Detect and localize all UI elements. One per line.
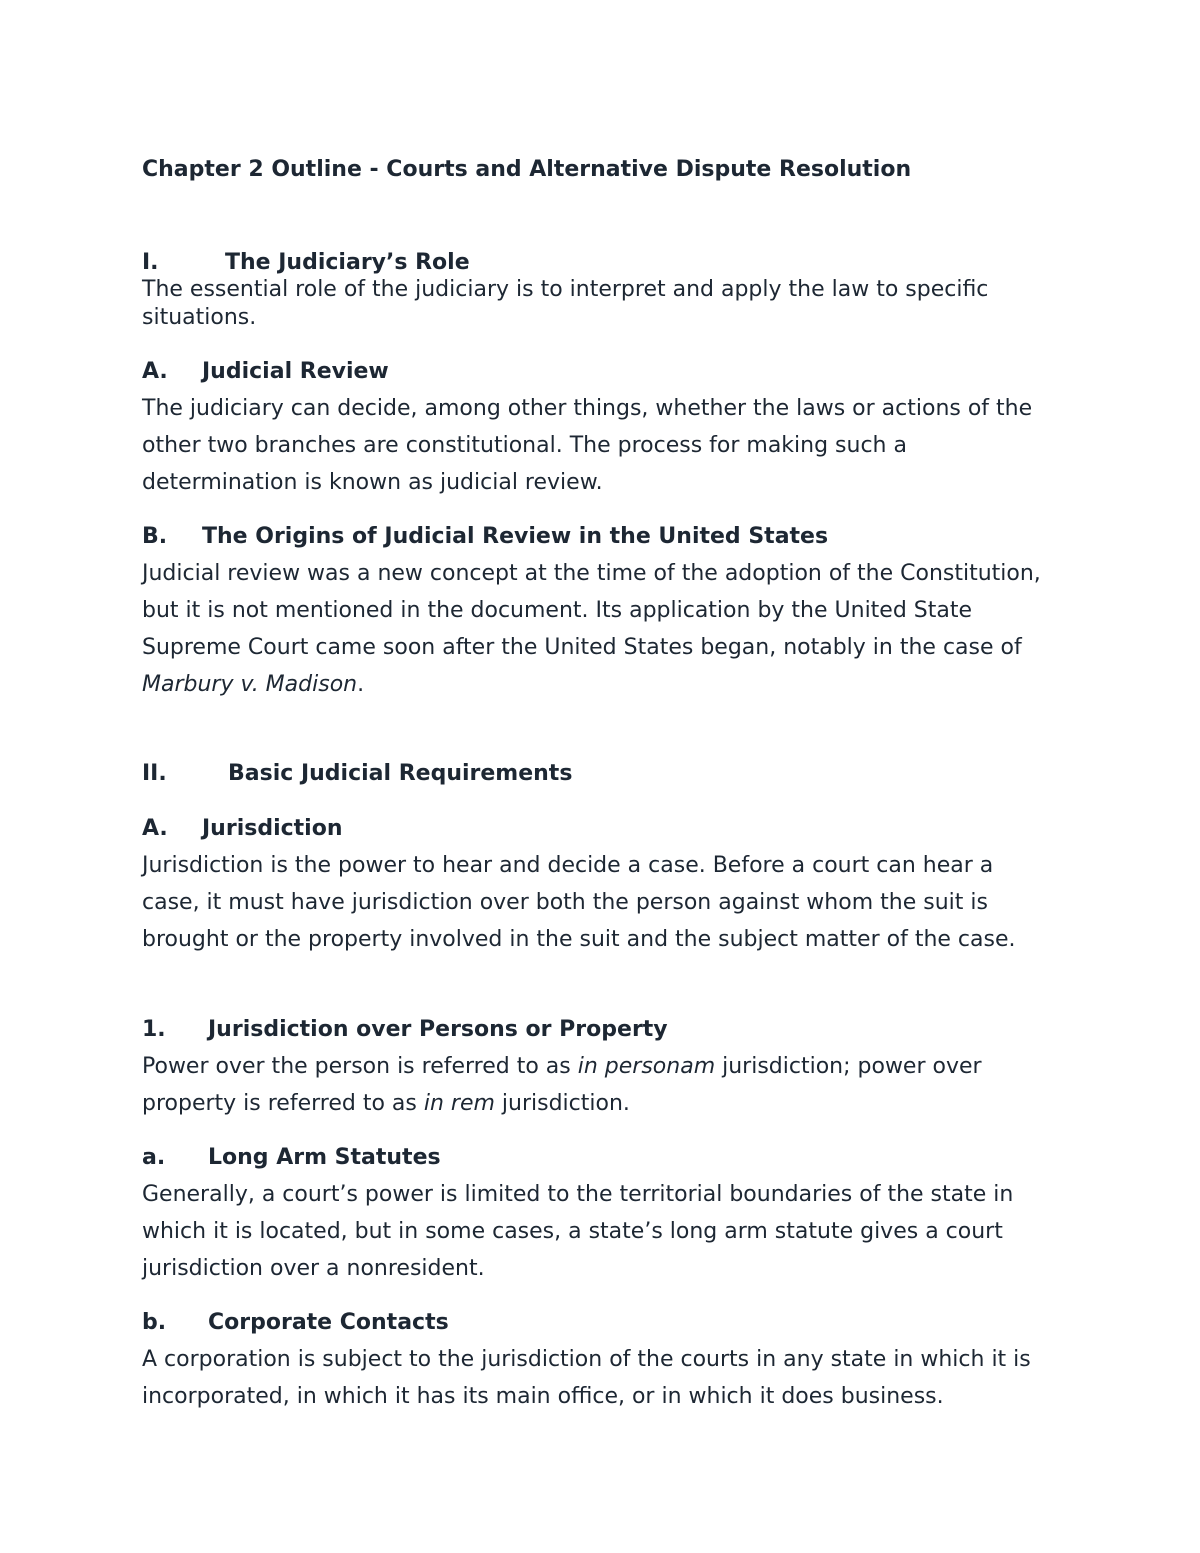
subsection-heading	[142, 1015, 668, 1045]
paragraph-text: jurisdiction; power over property is referred to as	[142, 1054, 982, 1116]
subsection-title: Corporate Contacts	[208, 1310, 449, 1335]
subsection-number: b.	[142, 1310, 167, 1335]
subsection-number: A.	[142, 816, 168, 841]
paragraph-text: .	[357, 672, 365, 697]
paragraph-text: jurisdiction.	[494, 1091, 630, 1116]
section-heading-ii	[142, 759, 572, 789]
subsection-paragraph: Generally, a court’s power is limited to the territorial boundaries of the state in which it is located, but in some cases, a state’s long arm statute gives a court jurisdiction over a nonresident.	[142, 1182, 1014, 1281]
section-title: The Judiciary’s Role	[225, 250, 470, 275]
legal-term: in personam	[577, 1054, 716, 1079]
subsection-heading	[142, 1308, 449, 1338]
legal-term: in rem	[423, 1091, 495, 1116]
subsection-title: Jurisdiction	[202, 816, 343, 841]
subsection-paragraph: Jurisdiction is the power to hear and decide a case. Before a court can hear a case, it must have jurisdiction over both the person against whom the suit is brought or the property involved in the suit and the subject matter of the case.	[142, 853, 1016, 952]
subsection-heading	[142, 522, 828, 552]
section-number: II.	[142, 761, 167, 786]
subsection-paragraph: A corporation is subject to the jurisdiction of the courts in any state in which it is incorporated, in which it has its main office, or in which it does business.	[142, 1347, 1031, 1409]
paragraph-text: Judicial review was a new concept at the time of the adoption of the Constitution, but it is not mentioned in the document. Its application by the United State Supreme Court came soon after the United States began, notably in the case of	[142, 561, 1041, 660]
subsection-title: Judicial Review	[202, 359, 389, 384]
subsection-paragraph: The judiciary can decide, among other things, whether the laws or actions of the other two branches are constitutional. The process for making such a determination is known as judicial review.	[142, 396, 1033, 495]
subsection-heading	[142, 814, 343, 844]
section-heading-i	[142, 248, 470, 278]
subsection-paragraph	[142, 555, 1057, 703]
section-title: Basic Judicial Requirements	[228, 761, 573, 786]
subsection-number: A.	[142, 359, 168, 384]
section-paragraph: The essential role of the judiciary is to interpret and apply the law to specific situations.	[142, 277, 989, 330]
case-name: Marbury v. Madison	[142, 672, 358, 697]
subsection-number: 1.	[142, 1017, 166, 1042]
subsection-title: Jurisdiction over Persons or Property	[208, 1017, 668, 1042]
subsection-paragraph	[142, 1048, 1057, 1122]
paragraph-text: Power over the person is referred to as	[142, 1054, 578, 1079]
subsection-title: Long Arm Statutes	[208, 1145, 441, 1170]
subsection-number: a.	[142, 1145, 166, 1170]
subsection-heading	[142, 357, 389, 387]
document-title: Chapter 2 Outline - Courts and Alternative Dispute Resolution	[142, 157, 912, 182]
section-number: I.	[142, 250, 159, 275]
subsection-title: The Origins of Judicial Review in the United States	[202, 524, 829, 549]
subsection-heading	[142, 1143, 441, 1173]
subsection-number: B.	[142, 524, 168, 549]
